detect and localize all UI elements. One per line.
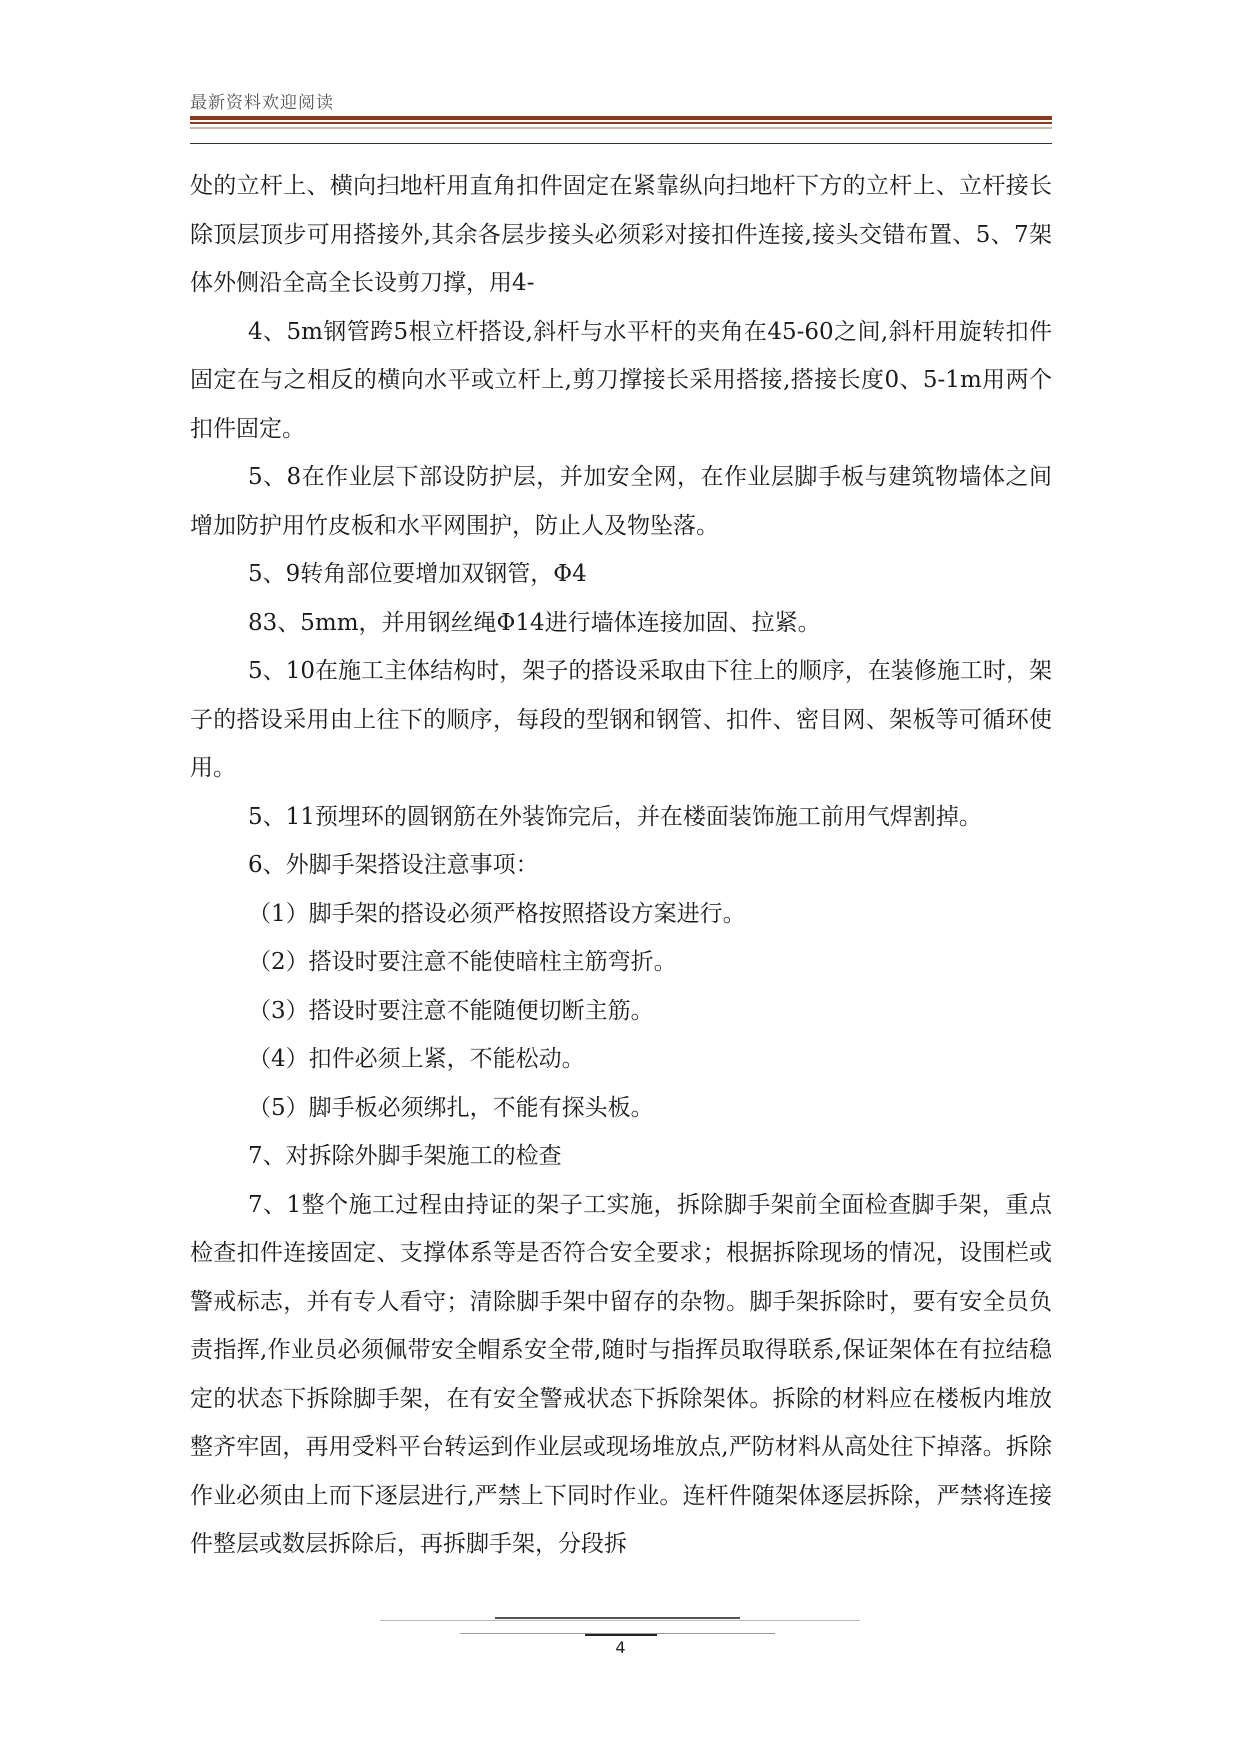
list-item: （1）脚手架的搭设必须严格按照搭设方案进行。 — [248, 900, 746, 927]
document-body — [190, 162, 1052, 1569]
paragraph: 7、1整个施工过程由持证的架子工实施，拆除脚手架前全面检查脚手架，重点检查扣件连接固定、支撑体系等是否符合安全要求；根据拆除现场的情况，设围栏或警戒标志，并有专人看守；清除脚手架中留存的杂物。脚手架拆除时，要有安全员负责指挥,作业员必须佩带安全帽系安全带,随时与指挥员取得联系,保证架体在有拉结稳定的状态下拆除脚手架，在有安全警戒状态下拆除架体。拆除的材料应在楼板内堆放整齐牢固，再用受料平台转运到作业层或现场堆放点,严防材料从高处往下掉落。拆除作业必须由上而下逐层进行,严禁上下同时作业。连杆件随架体逐层拆除，严禁将连接件整层或数层拆除后，再拆脚手架，分段拆 — [190, 1191, 1052, 1557]
list-item: （5）脚手板必须绑扎，不能有探头板。 — [248, 1094, 654, 1121]
section-heading: 6、外脚手架搭设注意事项： — [248, 852, 539, 878]
footer-rule-long — [380, 1620, 860, 1621]
paragraph: 5、10在施工主体结构时，架子的搭设采取由下往上的顺序，在装修施工时，架子的搭设采用由上往下的顺序，每段的型钢和钢管、扣件、密目网、架板等可循环使用。 — [190, 658, 1052, 781]
header-rule-bottom — [190, 143, 1052, 144]
paragraph: 5、8在作业层下部设防护层，并加安全网，在作业层脚手板与建筑物墙体之间增加防护用竹皮板和水平网围护，防止人及物坠落。 — [190, 464, 1052, 539]
list-item: （4）扣件必须上紧，不能松动。 — [248, 1046, 585, 1072]
paragraph: 处的立杆上、横向扫地杆用直角扣件固定在紧靠纵向扫地杆下方的立杆上、立杆接长除顶层顶步可用搭接外,其余各层步接头必须彩对接扣件连接,接头交错布置、5、7架体外侧沿全高全长设剪刀撑，用4- — [190, 173, 1052, 296]
section-heading: 7、对拆除外脚手架施工的检查 — [248, 1143, 562, 1169]
page-number: 4 — [615, 1638, 626, 1657]
footer-rule-accent — [495, 1617, 740, 1619]
header-rule-thick — [190, 116, 1052, 120]
paragraph: 5、9转角部位要增加双钢管，Φ4 — [248, 561, 587, 587]
header-rule-thin — [190, 122, 1052, 124]
running-header: 最新资料欢迎阅读 — [190, 93, 334, 113]
footer-rule-short — [585, 1634, 657, 1636]
list-item: （2）搭设时要注意不能使暗柱主筋弯折。 — [248, 949, 677, 975]
list-item: （3）搭设时要注意不能随便切断主筋。 — [248, 997, 654, 1024]
paragraph: 5、11预埋环的圆钢筋在外装饰完后，并在楼面装饰施工前用气焊割掉。 — [248, 803, 982, 830]
header-rule-light — [190, 127, 1052, 129]
paragraph: 83、5mm，并用钢丝绳Φ14进行墙体连接加固、拉紧。 — [248, 609, 821, 636]
paragraph: 4、5m钢管跨5根立杆搭设,斜杆与水平杆的夹角在45-60之间,斜杆用旋转扣件固定在与之相反的横向水平或立杆上,剪刀撑接长采用搭接,搭接长度0、5-1m用两个扣件固定。 — [190, 318, 1052, 442]
